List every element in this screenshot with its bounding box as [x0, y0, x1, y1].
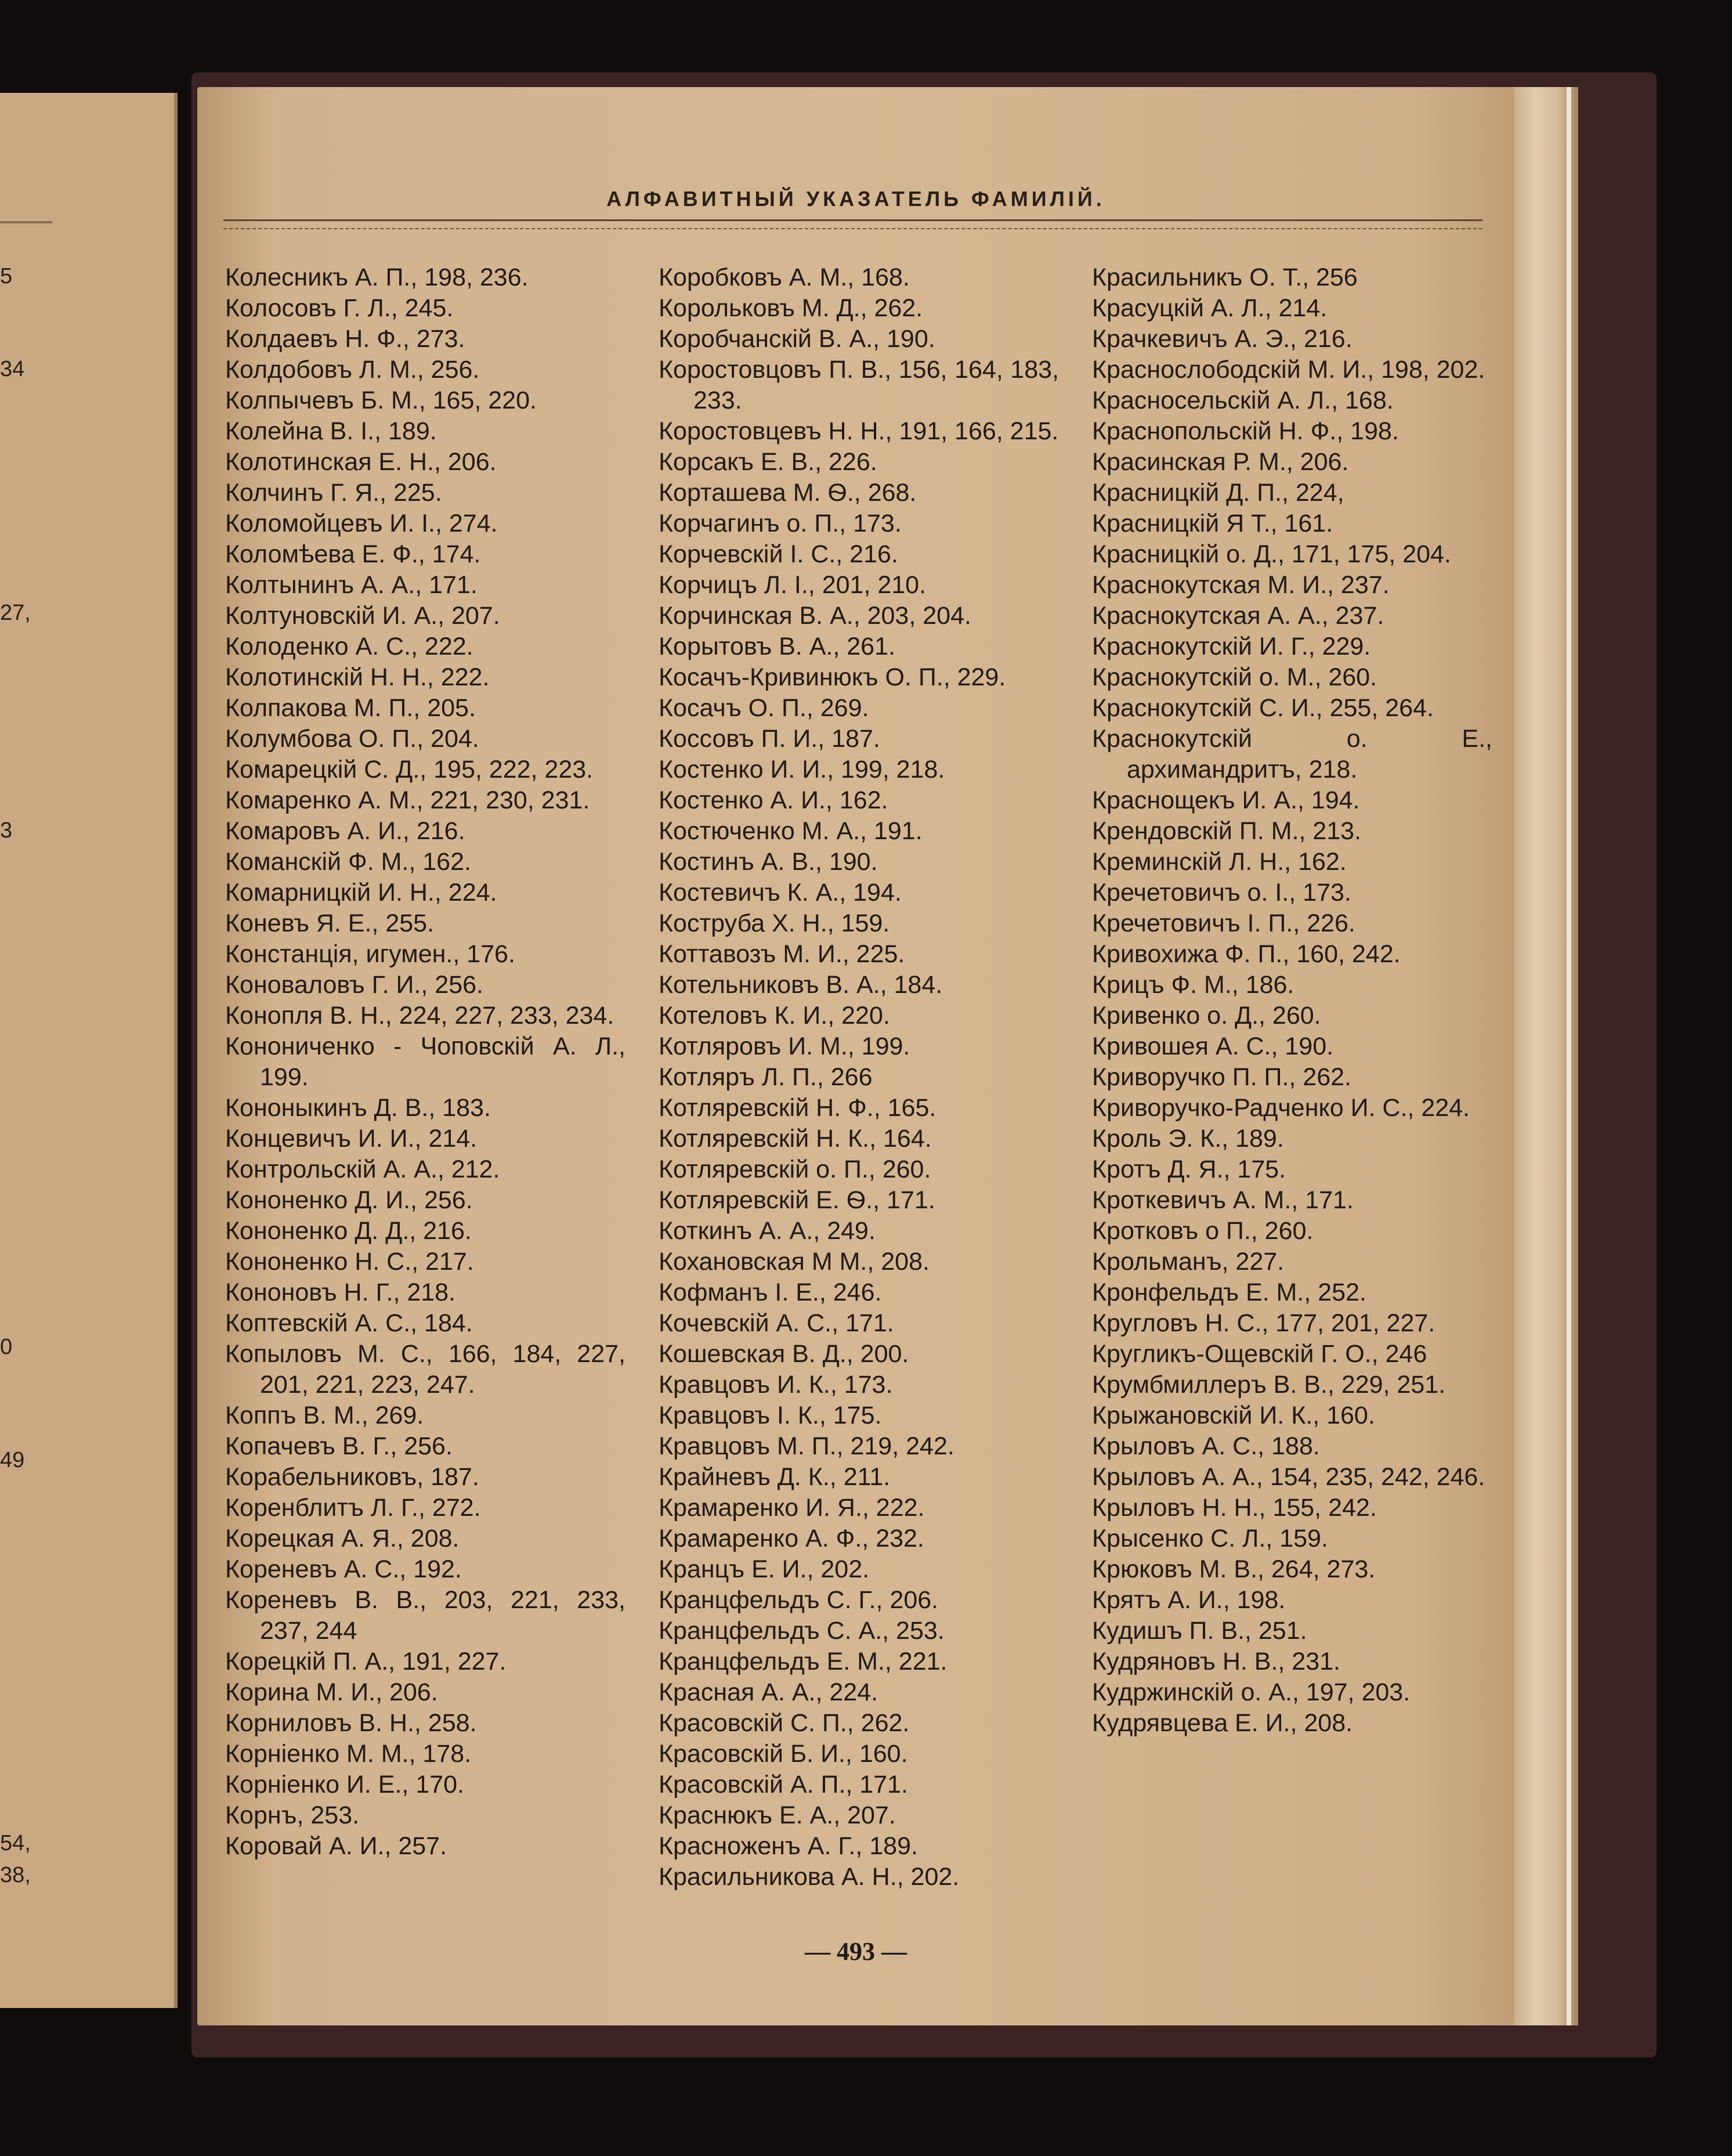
index-entry: Кудржинскій о. А., 197, 203. — [1092, 1678, 1411, 1706]
index-entry: Корабельниковъ, 187. — [225, 1463, 479, 1491]
index-entry: Краснокутскій И. Г., 229. — [1092, 633, 1371, 660]
index-entry: Кудишъ П. В., 251. — [1092, 1617, 1307, 1645]
index-entry: Красницкій о. Д., 171, 175, 204. — [1092, 540, 1451, 568]
index-column-1 — [225, 262, 625, 1862]
index-entry: Котляревскій Н. К., 164. — [659, 1125, 932, 1153]
index-entry: Кротъ Д. Я., 175. — [1092, 1155, 1286, 1183]
index-entry: Краснощекъ И. А., 194. — [1092, 786, 1360, 814]
index-column-3 — [1092, 262, 1492, 1739]
index-entry: Красильникова А. Н., 202. — [659, 1863, 960, 1891]
index-entry: Коренблитъ Л. Г., 272. — [225, 1494, 481, 1522]
index-entry: Корецкая А. Я., 208. — [225, 1525, 460, 1552]
page-number: — 493 — — [805, 1937, 907, 1966]
index-entry: Кроткевичъ А. М., 171. — [1092, 1186, 1354, 1214]
index-entry: Кранцфельдъ С. Г., 206. — [659, 1586, 939, 1614]
index-entry: Крайневъ Д. К., 211. — [659, 1463, 891, 1491]
back-cover-edge — [1577, 81, 1653, 2031]
index-entry: Криворучко П. П., 262. — [1092, 1063, 1351, 1091]
left-page-fragment: 54, — [0, 1831, 31, 1855]
index-entry: Кривохижа Ф. П., 160, 242. — [1092, 940, 1401, 968]
index-entry: Кривенко о. Д., 260. — [1092, 1002, 1321, 1030]
index-entry: Котляревскій Н. Ф., 165. — [659, 1094, 936, 1122]
index-entry: Краснокутская А. А., 237. — [1092, 602, 1384, 630]
index-entry: Крыловъ А. А., 154, 235, 242, 246. — [1092, 1463, 1485, 1491]
left-page-fragment: 38, — [0, 1863, 31, 1887]
index-entry: Косачъ-Кривинюкъ О. П., 229. — [659, 663, 1006, 691]
index-entry: Кореневъ В. В., 203, 221, 233, 237, 244 — [225, 1586, 625, 1645]
index-entry: Концевичъ И. И., 214. — [225, 1125, 478, 1153]
index-entry: Колотинская Е. Н., 206. — [225, 448, 497, 476]
index-column-2 — [659, 262, 1059, 1893]
index-entry: Коробчанскій В. А., 190. — [659, 325, 935, 353]
index-entry: Крумбмиллеръ В. В., 229, 251. — [1092, 1371, 1446, 1399]
index-entry: Крыловъ А. С., 188. — [1092, 1432, 1320, 1460]
index-entry: Корчевскій І. С., 216. — [659, 540, 898, 568]
index-entry: Команскій Ф. М., 162. — [225, 848, 471, 876]
index-entry: Комаренко А. М., 221, 230, 231. — [225, 786, 590, 814]
index-entry: Корчинская В. А., 203, 204. — [659, 602, 971, 630]
index-entry: Копачевъ В. Г., 256. — [225, 1432, 453, 1460]
index-entry: Красуцкій А. Л., 214. — [1092, 294, 1328, 322]
left-page — [0, 93, 178, 2008]
index-entry: Колотинскій Н. Н., 222. — [225, 663, 490, 691]
index-entry: Кравцовъ М. П., 219, 242. — [659, 1432, 954, 1460]
index-entry: Коптевскій А. С., 184. — [225, 1309, 473, 1337]
index-entry: Контрольскій А. А., 212. — [225, 1155, 500, 1183]
index-entry: Краснослободскій М. И., 198, 202. — [1092, 356, 1485, 384]
index-entry: Крыжановскій И. К., 160. — [1092, 1402, 1375, 1429]
index-entry: Котляревскій о. П., 260. — [659, 1155, 931, 1183]
index-entry: Корнъ, 253. — [225, 1801, 360, 1829]
left-page-fragment: 34 — [0, 357, 25, 381]
left-page-fragment: 27, — [0, 601, 31, 625]
index-entry: Корчицъ Л. І., 201, 210. — [659, 571, 927, 599]
index-entry: Кравцовъ І. К., 175. — [659, 1402, 882, 1429]
index-entry: Красовскій А. П., 171. — [659, 1771, 908, 1799]
index-entry: Колесникъ А. П., 198, 236. — [225, 263, 529, 291]
index-entry: Краснокутскій С. И., 255, 264. — [1092, 694, 1434, 722]
index-entry: Коростовцовъ П. В., 156, 164, 183, 233. — [659, 356, 1059, 414]
index-entry: Котеловъ К. И., 220. — [659, 1002, 890, 1030]
index-entry: Колейна В. І., 189. — [225, 417, 437, 445]
index-entry: Котляровъ И. М., 199. — [659, 1032, 910, 1060]
index-entry: Конониченко - Чоповскій А. Л., 199. — [225, 1032, 625, 1091]
index-entry: Корніенко И. Е., 170. — [225, 1771, 465, 1799]
index-entry: Краснокутскій о. М., 260. — [1092, 663, 1377, 691]
index-entry: Кононыкинъ Д. В., 183. — [225, 1094, 491, 1122]
index-entry: Коструба Х. Н., 159. — [659, 909, 890, 937]
index-entry: Кротковъ о П., 260. — [1092, 1217, 1314, 1245]
index-entry: Колосовъ Г. Л., 245. — [225, 294, 454, 322]
index-entry: Корчагинъ о. П., 173. — [659, 510, 902, 537]
left-page-fragment: 3 — [0, 818, 13, 843]
index-entry: Котляревскій Е. Ѳ., 171. — [659, 1186, 935, 1214]
index-entry: Корніенко М. М., 178. — [225, 1740, 472, 1768]
index-entry: Краснопольскій Н. Ф., 198. — [1092, 417, 1399, 445]
index-entry: Корниловъ В. Н., 258. — [225, 1709, 477, 1737]
index-entry: Кранцфельдъ С. А., 253. — [659, 1617, 945, 1645]
index-entry: Корытовъ В. А., 261. — [659, 633, 895, 660]
index-entry: Комарецкій С. Д., 195, 222, 223. — [225, 756, 594, 783]
index-entry: Котляръ Л. П., 266 — [659, 1063, 873, 1091]
index-entry: Крыловъ Н. Н., 155, 242. — [1092, 1494, 1377, 1522]
index-entry: Коттавозъ М. И., 225. — [659, 940, 905, 968]
index-entry: Крамаренко А. Ф., 232. — [659, 1525, 924, 1552]
index-entry: Корсакъ Е. В., 226. — [659, 448, 877, 476]
index-entry: Кореневъ А. С., 192. — [225, 1555, 462, 1583]
index-entry: Комарницкій И. Н., 224. — [225, 879, 497, 907]
index-entry: Кононенко Д. И., 256. — [225, 1186, 473, 1214]
index-entry: Костинъ А. В., 190. — [659, 848, 878, 876]
index-entry: Кронфельдъ Е. М., 252. — [1092, 1279, 1366, 1306]
index-entry: Колпакова М. П., 205. — [225, 694, 476, 722]
index-entry: Косачъ О. П., 269. — [659, 694, 869, 722]
index-entry: Копыловъ М. С., 166, 184, 227, 201, 221, 223, 247. — [225, 1340, 625, 1399]
index-entry: Кофманъ І. Е., 246. — [659, 1279, 882, 1306]
index-entry: Крятъ А. И., 198. — [1092, 1586, 1286, 1614]
index-entry: Коссовъ П. И., 187. — [659, 725, 880, 753]
index-entry: Констанція, игумен., 176. — [225, 940, 515, 968]
index-entry: Криворучко-Радченко И. С., 224. — [1092, 1094, 1470, 1122]
index-page — [197, 87, 1514, 2025]
index-entry: Колтынинъ А. А., 171. — [225, 571, 478, 599]
index-entry: Кречетовичъ І. П., 226. — [1092, 909, 1355, 937]
index-entry: Коростовцевъ Н. Н., 191, 166, 215. — [659, 417, 1059, 445]
index-entry: Креминскій Л. Н., 162. — [1092, 848, 1347, 876]
index-entry: Крицъ Ф. М., 186. — [1092, 971, 1295, 999]
index-entry: Красносельскій А. Л., 168. — [1092, 387, 1394, 414]
index-entry: Колумбова О. П., 204. — [225, 725, 479, 753]
index-entry: Костенко А. И., 162. — [659, 786, 888, 814]
index-entry: Кохановская М М., 208. — [659, 1248, 930, 1276]
index-entry: Крамаренко И. Я., 222. — [659, 1494, 925, 1522]
index-entry: Кононенко Н. С., 217. — [225, 1248, 474, 1276]
index-entry: Колдобовъ Л. М., 256. — [225, 356, 480, 384]
index-entry: Красноженъ А. Г., 189. — [659, 1832, 918, 1860]
index-entry: Краснокутскій о. Е., архимандритъ, 218. — [1092, 725, 1492, 783]
left-page-rule — [0, 218, 52, 223]
index-entry: Кранцфельдъ Е. М., 221. — [659, 1648, 948, 1675]
index-entry: Комаровъ А. И., 216. — [225, 817, 465, 845]
index-entry: Крендовскій П. М., 213. — [1092, 817, 1361, 845]
left-page-fragment: 0 — [0, 1335, 13, 1359]
index-entry: Коткинъ А. А., 249. — [659, 1217, 876, 1245]
index-entry: Корина М. И., 206. — [225, 1678, 438, 1706]
page-header: АЛФАВИТНЫЙ УКАЗАТЕЛЬ ФАМИЛІЙ. — [606, 187, 1105, 211]
index-entry: Краснюкъ Е. А., 207. — [659, 1801, 896, 1829]
index-entry: Колтуновскій И. А., 207. — [225, 602, 500, 630]
index-entry: Кругловъ Н. С., 177, 201, 227. — [1092, 1309, 1436, 1337]
index-entry: Коноваловъ Г. И., 256. — [225, 971, 483, 999]
index-entry: Кошевская В. Д., 200. — [659, 1340, 909, 1368]
index-entry: Коппъ В. М., 269. — [225, 1402, 424, 1429]
index-entry: Коломѣева Е. Ф., 174. — [225, 540, 481, 568]
index-entry: Крюковъ М. В., 264, 273. — [1092, 1555, 1376, 1583]
index-entry: Конопля В. Н., 224, 227, 233, 234. — [225, 1002, 614, 1030]
index-entry: Костевичъ К. А., 194. — [659, 879, 902, 907]
index-entry: Коровай А. И., 257. — [225, 1832, 447, 1860]
index-entry: Красильникъ О. Т., 256 — [1092, 263, 1358, 291]
index-entry: Коневъ Я. Е., 255. — [225, 909, 435, 937]
index-entry: Коробковъ А. М., 168. — [659, 263, 910, 291]
header-rule — [223, 219, 1482, 229]
index-entry: Крачкевичъ А. Э., 216. — [1092, 325, 1353, 353]
index-entry: Костенко И. И., 199, 218. — [659, 756, 945, 783]
index-entry: Кравцовъ И. К., 173. — [659, 1371, 893, 1399]
index-entry: Крысенко С. Л., 159. — [1092, 1525, 1328, 1552]
index-entry: Красинская Р. М., 206. — [1092, 448, 1349, 476]
index-entry: Кудряновъ Н. В., 231. — [1092, 1648, 1340, 1675]
index-entry: Кудрявцева Е. И., 208. — [1092, 1709, 1353, 1737]
index-entry: Красницкій Я Т., 161. — [1092, 510, 1333, 537]
index-entry: Красная А. А., 224. — [659, 1678, 878, 1706]
index-entry: Корольковъ М. Д., 262. — [659, 294, 923, 322]
index-entry: Корецкій П. А., 191, 227. — [225, 1648, 507, 1675]
index-entry: Корташева М. Ѳ., 268. — [659, 479, 917, 507]
index-entry: Кранцъ Е. И., 202. — [659, 1555, 870, 1583]
index-entry: Кононовъ Н. Г., 218. — [225, 1279, 456, 1306]
index-entry: Коломойцевъ И. І., 274. — [225, 510, 498, 537]
index-entry: Кречетовичъ о. І., 173. — [1092, 879, 1351, 907]
index-entry: Красовскій Б. И., 160. — [659, 1740, 908, 1768]
index-entry: Костюченко М. А., 191. — [659, 817, 923, 845]
index-entry: Крольманъ, 227. — [1092, 1248, 1285, 1276]
index-entry: Красовскій С. П., 262. — [659, 1709, 910, 1737]
index-entry: Колпычевъ Б. М., 165, 220. — [225, 387, 537, 414]
index-entry: Котельниковъ В. А., 184. — [659, 971, 943, 999]
index-entry: Кононенко Д. Д., 216. — [225, 1217, 472, 1245]
left-page-fragment: 5 — [0, 264, 13, 288]
index-entry: Кривошея А. С., 190. — [1092, 1032, 1334, 1060]
index-entry: Кроль Э. К., 189. — [1092, 1125, 1284, 1153]
page-edge-highlight — [1567, 87, 1571, 2025]
index-entry: Колчинъ Г. Я., 225. — [225, 479, 442, 507]
index-entry: Колоденко А. С., 222. — [225, 633, 473, 660]
index-entry: Колдаевъ Н. Ф., 273. — [225, 325, 465, 353]
index-entry: Кочевскій А. С., 171. — [659, 1309, 894, 1337]
left-page-fragment: 49 — [0, 1448, 25, 1472]
index-entry: Красницкій Д. П., 224, — [1092, 479, 1344, 507]
index-entry: Краснокутская М. И., 237. — [1092, 571, 1390, 599]
index-entry: Кругликъ-Ощевскій Г. О., 246 — [1092, 1340, 1427, 1368]
